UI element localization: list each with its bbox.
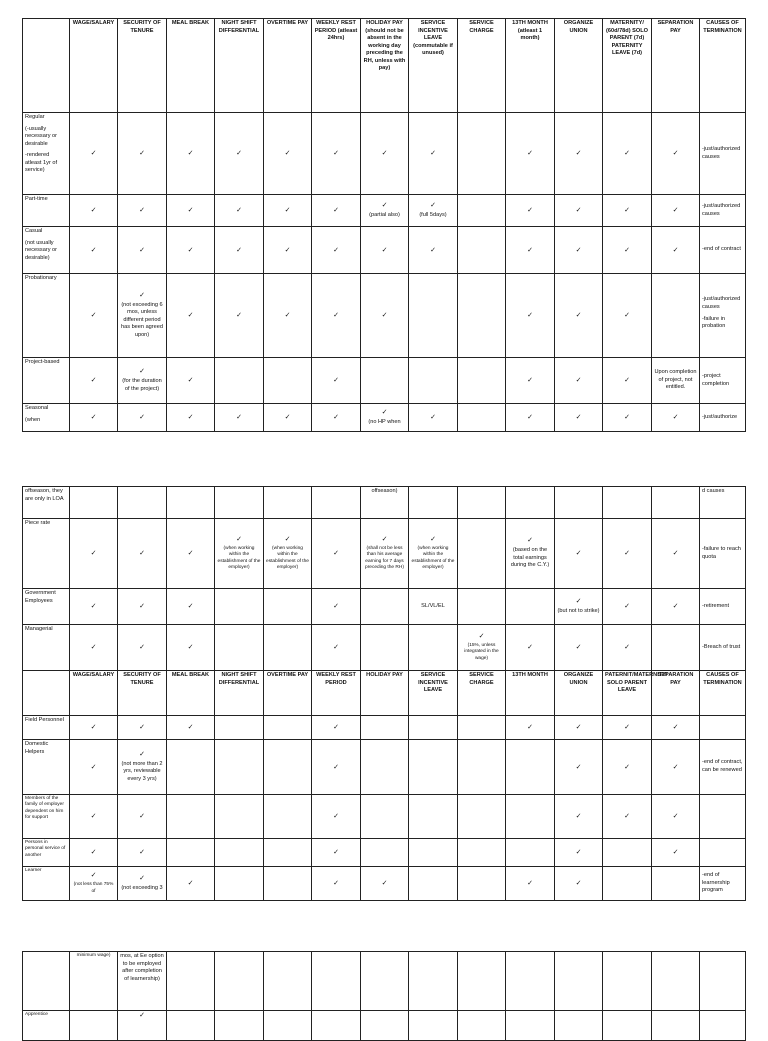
cause-cell: -just/authorized causes (700, 113, 746, 195)
row-project-based: Project-based ✓ ✓ (for the duration of the project) ✓ ✓ ✓ ✓ ✓ Upon completion of project, not entitled. -project completion (23, 358, 746, 404)
check-mark: ✓ (672, 813, 679, 820)
check-mark: ✓ (575, 377, 582, 384)
check-mark: ✓ (139, 367, 145, 375)
check-mark: ✓ (333, 813, 339, 820)
row-family-members (23, 795, 746, 839)
check-mark: ✓ (624, 763, 630, 771)
check-mark: ✓ (381, 246, 388, 254)
check-mark: ✓ (333, 312, 339, 319)
check-mark: ✓ (139, 414, 145, 421)
check-mark: ✓ (527, 312, 533, 319)
cause-cell: -end of learnership program (700, 867, 746, 901)
check-mark: ✓ (624, 312, 630, 319)
check-mark: ✓ (672, 849, 679, 856)
row-seasonal-cont: offseason, they are only in LOA offseason) d causes (23, 487, 746, 519)
check-mark: ✓ (333, 644, 339, 651)
row-label: Managerial (23, 625, 70, 671)
row-label: Domestic Helpers (23, 740, 70, 795)
check-mark: ✓ (90, 872, 97, 880)
row-label: Seasonal (when (23, 404, 70, 432)
row-field-personnel (23, 716, 746, 740)
check-mark: ✓ (90, 246, 97, 254)
row-domestic-helpers: Domestic Helpers ✓ ✓ (not more than 2 yrs, reviewable every 3 yrs) ✓ ✓ ✓ ✓ -end of contract, can be renewed (23, 740, 746, 795)
row-regular (23, 113, 746, 195)
check-mark: ✓ (139, 750, 145, 758)
check-mark: ✓ (672, 724, 679, 731)
check-mark: ✓ (236, 535, 242, 543)
check-mark: ✓ (527, 150, 533, 157)
check-mark: ✓ (624, 550, 630, 557)
check-mark: ✓ (187, 644, 194, 651)
check-mark: ✓ (187, 312, 194, 319)
check-mark: ✓ (672, 207, 679, 214)
check-mark: ✓ (236, 150, 242, 157)
header-service-charge: SERVICE CHARGE (458, 19, 506, 113)
header-holiday: HOLIDAY PAY (should not be absent in the working day preceding the RH, unless with pay) (361, 19, 409, 113)
cause-cell: -end of contract, can be renewed (700, 740, 746, 795)
row-label: offseason, they are only in LOA (23, 487, 70, 519)
check-mark: ✓ (575, 763, 582, 771)
cause-cell: -just/authorize (700, 404, 746, 432)
header-security: SECURITY OF TENURE (118, 19, 167, 113)
check-mark: ✓ (624, 603, 630, 610)
check-mark: ✓ (624, 377, 630, 384)
cause-cell: -just/authorized causes (700, 195, 746, 227)
check-mark: ✓ (624, 724, 630, 731)
row-learner: Learner ✓ (not less than 75% of ✓ (not exceeding 3 ✓ ✓ ✓ ✓ ✓ -end of learnership program (23, 867, 746, 901)
check-mark: ✓ (381, 150, 388, 157)
header-meal: MEAL BREAK (167, 19, 215, 113)
check-mark: ✓ (672, 150, 679, 157)
row-label: Apprentice (23, 1011, 70, 1041)
check-mark: ✓ (575, 880, 582, 887)
header-separation: SEPARATION PAY (652, 19, 700, 113)
check-mark: ✓ (284, 150, 291, 157)
check-mark: ✓ (672, 550, 679, 557)
check-mark: ✓ (187, 880, 194, 887)
check-mark: ✓ (139, 813, 145, 820)
check-mark: ✓ (187, 246, 194, 254)
cause-cell: -failure to reach quota (700, 519, 746, 589)
check-mark: ✓ (333, 207, 339, 214)
check-mark: ✓ (672, 763, 679, 771)
check-mark: ✓ (430, 201, 436, 209)
row-label: Members of the family of employer dependent on him for support (23, 795, 70, 839)
check-mark: ✓ (624, 150, 630, 157)
check-mark: ✓ (527, 246, 533, 254)
check-mark: ✓ (236, 207, 242, 214)
check-mark: ✓ (430, 150, 436, 157)
check-mark: ✓ (90, 312, 97, 319)
header-sil: SERVICE INCENTIVE LEAVE (commutable if unused) (409, 19, 458, 113)
check-mark: ✓ (575, 849, 582, 856)
header-wage: WAGE/SALARY (70, 19, 118, 113)
check-mark: ✓ (527, 207, 533, 214)
header-union: ORGANIZE UNION (555, 19, 603, 113)
row-label: Government Employees (23, 589, 70, 625)
check-mark: ✓ (90, 644, 97, 651)
check-mark: ✓ (527, 724, 533, 731)
header-blank (23, 19, 70, 113)
check-mark: ✓ (139, 603, 145, 610)
check-mark: ✓ (478, 632, 485, 640)
check-mark: ✓ (430, 414, 436, 421)
check-mark: ✓ (139, 150, 145, 157)
check-mark: ✓ (284, 414, 291, 421)
check-mark: ✓ (333, 246, 339, 254)
check-mark: ✓ (430, 246, 436, 254)
check-mark: ✓ (333, 150, 339, 157)
check-mark: ✓ (139, 246, 145, 254)
check-mark: ✓ (90, 207, 97, 214)
check-mark: ✓ (672, 603, 679, 610)
check-mark: ✓ (187, 414, 194, 421)
labor-rights-table-part1 (22, 18, 746, 432)
header-maternity: MATERNITY/ (60d/78d) SOLO PARENT (7d) PATERNITY LEAVE (7d) (603, 19, 652, 113)
row-label: Project-based (23, 358, 70, 404)
check-mark: ✓ (284, 246, 291, 254)
cause-cell: -retirement (700, 589, 746, 625)
check-mark: ✓ (90, 763, 97, 771)
check-mark: ✓ (187, 603, 194, 610)
check-mark: ✓ (381, 880, 388, 887)
sil-note: SL/VL/EL (409, 589, 458, 625)
cause-cell: -end of contract (700, 227, 746, 274)
check-mark: ✓ (90, 849, 97, 856)
header-row-repeat: WAGE/SALARY SECURITY OF TENURE MEAL BREAK NIGHT SHIFT DIFFERENTIAL OVERTIME PAY WEEKLY REST PERIOD HOLIDAY PAY SERVICE INCENTIVE LEAVE SERVICE CHARGE 13TH MONTH ORGANIZE UNION PATERNIT/MATERNITY/ SOLO PARENT LEAVE SEPARATION PAY CAUSES OF TERMINATION (23, 671, 746, 716)
row-label: Regular (-usually necessary or desirable -rendered atleast 1yr of service) (23, 113, 70, 195)
check-mark: ✓ (672, 414, 679, 421)
check-mark: ✓ (527, 377, 533, 384)
check-mark: ✓ (139, 291, 145, 299)
check-mark: ✓ (187, 724, 194, 731)
check-mark: ✓ (139, 724, 145, 731)
row-label: Piece rate (23, 519, 70, 589)
header-13th: 13TH MONTH (atleast 1 month) (506, 19, 555, 113)
row-seasonal: Seasonal (when ✓ ✓ ✓ ✓ ✓ ✓ ✓ (no HP when ✓ ✓ ✓ ✓ ✓ -just/authorize (23, 404, 746, 432)
row-label: Part-time (23, 195, 70, 227)
check-mark: ✓ (333, 377, 339, 384)
check-mark: ✓ (575, 724, 582, 731)
check-mark: ✓ (236, 246, 242, 254)
header-row (23, 19, 746, 113)
check-mark: ✓ (333, 724, 339, 731)
check-mark: ✓ (139, 644, 145, 651)
labor-rights-table-part2 (22, 486, 746, 901)
check-mark: ✓ (333, 603, 339, 610)
row-label: Field Personnel (23, 716, 70, 740)
check-mark: ✓ (90, 724, 97, 731)
check-mark: ✓ (575, 312, 582, 319)
check-mark: ✓ (430, 535, 436, 543)
check-mark: ✓ (624, 246, 630, 254)
check-mark: ✓ (575, 644, 582, 651)
check-mark: ✓ (333, 880, 339, 887)
header-overtime: OVERTIME PAY (264, 19, 312, 113)
check-mark: ✓ (333, 849, 339, 856)
check-mark: ✓ (187, 550, 194, 557)
check-mark: ✓ (139, 849, 145, 856)
cause-cell: -Breach of trust (700, 625, 746, 671)
check-mark: ✓ (236, 414, 242, 421)
check-mark: ✓ (90, 377, 97, 384)
check-mark: ✓ (90, 414, 97, 421)
check-mark: ✓ (575, 414, 582, 421)
check-mark: ✓ (527, 537, 533, 545)
check-mark: ✓ (90, 603, 97, 610)
row-probationary: Probationary ✓ ✓ (not exceeding 6 mos, unless different period has been agreed upon) ✓ ✓ ✓ ✓ ✓ ✓ ✓ ✓ -just/authorized causes -failure in probation (23, 274, 746, 358)
row-casual (23, 227, 746, 274)
check-mark: ✓ (672, 246, 679, 254)
row-apprentice (23, 1011, 746, 1041)
row-label: Probationary (23, 274, 70, 358)
cause-cell: d causes (700, 487, 746, 519)
row-personal-service (23, 839, 746, 867)
check-mark: ✓ (333, 550, 339, 557)
check-mark: ✓ (527, 414, 533, 421)
row-managerial: Managerial ✓ ✓ ✓ ✓ ✓ (15%, unless integrated in the wage) ✓ ✓ ✓ -Breach of trust (23, 625, 746, 671)
cause-cell: -just/authorized causes -failure in probation (700, 274, 746, 358)
row-part-time: Part-time ✓ ✓ ✓ ✓ ✓ ✓ ✓ (partial also) ✓ (full 5days) ✓ ✓ ✓ ✓ -just/authorized causes (23, 195, 746, 227)
row-label: Casual (not usually necessary or desirable) (23, 227, 70, 274)
row-piece-rate: Piece rate ✓ ✓ ✓ ✓ (when working within the establishment of the employer) ✓ (when working within the establishment of the employer) ✓ ✓ (shall not be less than his average earning for 7 days preceding the RH) ✓ (when working within the establishment of the employer) ✓ (based on the total earnings during the C.Y.) ✓ ✓ ✓ -failure to reach quota (23, 519, 746, 589)
row-government: Government Employees ✓ ✓ ✓ ✓ SL/VL/EL ✓ (but not to strike) ✓ ✓ -retirement (23, 589, 746, 625)
check-mark: ✓ (139, 874, 145, 882)
check-mark: ✓ (575, 597, 582, 605)
check-mark: ✓ (187, 207, 194, 214)
check-mark: ✓ (381, 201, 388, 209)
cause-cell: -project completion (700, 358, 746, 404)
labor-rights-table-part3 (22, 951, 746, 1041)
header-rest: WEEKLY REST PERIOD (atleast 24hrs) (312, 19, 361, 113)
check-mark: ✓ (187, 150, 194, 157)
check-mark: ✓ (333, 414, 339, 421)
check-mark: ✓ (624, 207, 630, 214)
check-mark: ✓ (90, 150, 97, 157)
check-mark: ✓ (284, 207, 291, 214)
check-mark: ✓ (381, 408, 388, 416)
row-label: Learner (23, 867, 70, 901)
check-mark: ✓ (624, 644, 630, 651)
check-mark: ✓ (333, 763, 339, 771)
check-mark: ✓ (575, 150, 582, 157)
check-mark: ✓ (90, 550, 97, 557)
check-mark: ✓ (284, 312, 291, 319)
check-mark: ✓ (236, 312, 242, 319)
check-mark: ✓ (284, 535, 291, 543)
check-mark: ✓ (624, 813, 630, 820)
check-mark: ✓ (575, 813, 582, 820)
check-mark: ✓ (624, 414, 630, 421)
check-mark: ✓ (527, 880, 533, 887)
check-mark: ✓ (575, 550, 582, 557)
check-mark: ✓ (139, 550, 145, 557)
check-mark: ✓ (187, 377, 194, 384)
row-label: Persons in personal service of another (23, 839, 70, 867)
separation-note: Upon completion of project, not entitled. (652, 358, 700, 404)
check-mark: ✓ (381, 535, 388, 543)
check-mark: ✓ (90, 813, 97, 820)
check-mark: ✓ (381, 312, 388, 319)
check-mark: ✓ (575, 246, 582, 254)
row-learner-cont: minimum wage) mos, at Ee option to be employed after completion of learnership) (23, 952, 746, 1011)
check-mark: ✓ (139, 1012, 145, 1019)
check-mark: ✓ (527, 644, 533, 651)
header-causes: CAUSES OF TERMINATION (700, 19, 746, 113)
check-mark: ✓ (575, 207, 582, 214)
check-mark: ✓ (139, 207, 145, 214)
header-nsd: NIGHT SHIFT DIFFERENTIAL (215, 19, 264, 113)
